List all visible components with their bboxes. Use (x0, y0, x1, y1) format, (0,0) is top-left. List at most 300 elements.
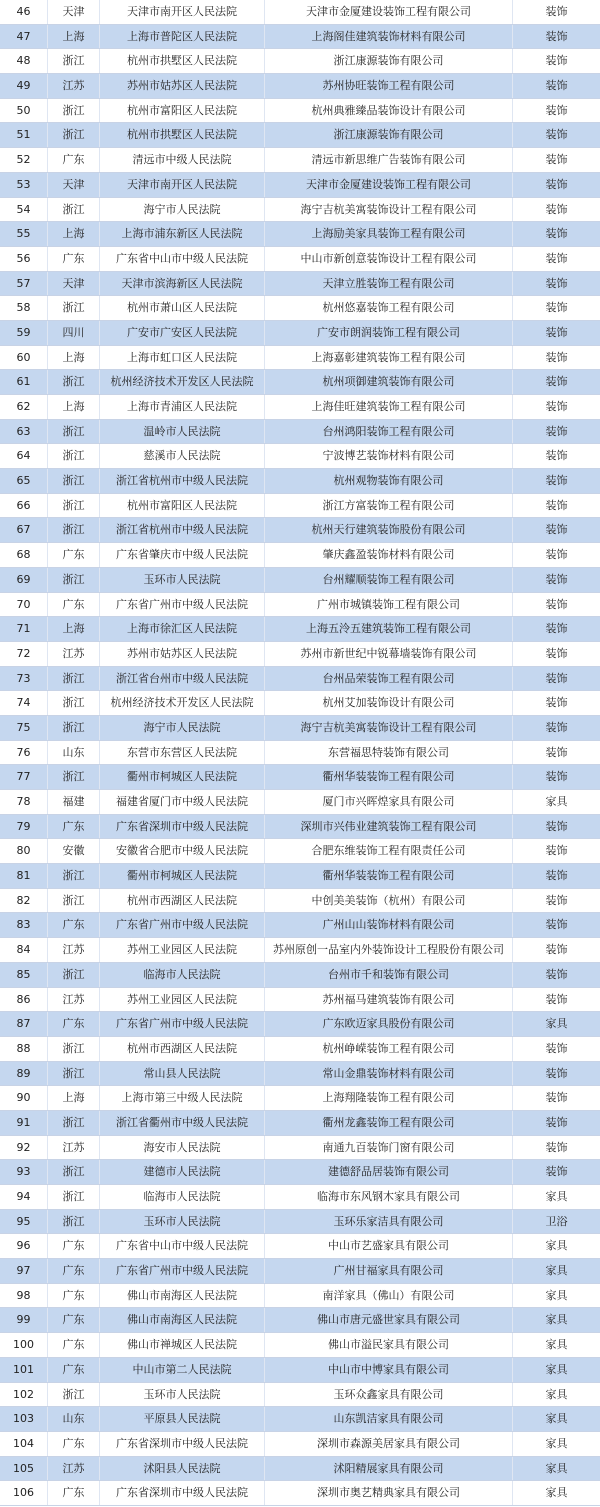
court-cell: 福建省厦门市中级人民法院 (100, 790, 265, 814)
company-cell: 上海阁佳建筑装饰材料有限公司 (265, 25, 513, 49)
province-cell: 浙江 (48, 99, 100, 123)
category-cell: 装饰 (545, 819, 568, 833)
court-cell: 海安市人民法院 (100, 1136, 265, 1160)
province-cell: 天津 (48, 173, 100, 197)
category-cell: 装饰 (545, 597, 568, 611)
court-cell: 上海市第三中级人民法院 (100, 1086, 265, 1110)
court-cell: 玉环市人民法院 (100, 1383, 265, 1407)
table-row (0, 1062, 600, 1087)
company-cell: 杭州峥嵘装饰工程有限公司 (265, 1037, 513, 1061)
table-row (0, 370, 600, 395)
province-cell: 浙江 (48, 963, 100, 987)
table-row (0, 691, 600, 716)
table-row (0, 741, 600, 766)
table-row (0, 543, 600, 568)
table-row (0, 74, 600, 99)
province-cell: 广东 (48, 815, 100, 839)
province-cell: 山东 (48, 1407, 100, 1431)
row-number: 104 (0, 1432, 48, 1456)
table-row (0, 1284, 600, 1309)
province-cell: 江苏 (48, 938, 100, 962)
company-cell: 苏州福马建筑装饰有限公司 (265, 988, 513, 1012)
province-cell: 浙江 (48, 370, 100, 394)
table-row (0, 1111, 600, 1136)
court-cell: 广东省肇庆市中级人民法院 (100, 543, 265, 567)
company-cell: 上海嘉彰建筑装饰工程有限公司 (265, 346, 513, 370)
row-number: 99 (0, 1308, 48, 1332)
row-number: 49 (0, 74, 48, 98)
province-cell: 浙江 (48, 420, 100, 444)
province-cell: 江苏 (48, 642, 100, 666)
category-cell: 装饰 (545, 869, 568, 883)
court-cell: 浙江省衢州市中级人民法院 (100, 1111, 265, 1135)
company-cell: 浙江康源装饰有限公司 (265, 49, 513, 73)
category-cell: 装饰 (545, 1165, 568, 1179)
row-number: 102 (0, 1383, 48, 1407)
category-cell: 装饰 (545, 325, 568, 339)
court-cell: 上海市徐汇区人民法院 (100, 617, 265, 641)
company-cell: 苏州市新世纪中锐幕墙装饰有限公司 (265, 642, 513, 666)
company-cell: 玉环众鑫家具有限公司 (265, 1383, 513, 1407)
table-row (0, 1259, 600, 1284)
category-cell: 装饰 (545, 943, 568, 957)
row-number: 51 (0, 123, 48, 147)
row-number: 83 (0, 913, 48, 937)
province-cell: 浙江 (48, 765, 100, 789)
row-number: 52 (0, 148, 48, 172)
category-cell: 装饰 (545, 1115, 568, 1129)
table-row (0, 123, 600, 148)
row-number: 105 (0, 1457, 48, 1481)
row-number: 103 (0, 1407, 48, 1431)
row-number: 65 (0, 469, 48, 493)
row-number: 98 (0, 1284, 48, 1308)
court-cell: 苏州市姑苏区人民法院 (100, 642, 265, 666)
court-cell: 天津市南开区人民法院 (100, 0, 265, 24)
court-cell: 上海市虹口区人民法院 (100, 346, 265, 370)
table-row (0, 99, 600, 124)
table-row (0, 198, 600, 223)
company-cell: 杭州典雅臻品装饰设计有限公司 (265, 99, 513, 123)
province-cell: 浙江 (48, 49, 100, 73)
province-cell: 浙江 (48, 444, 100, 468)
table-row (0, 1457, 600, 1482)
category-cell: 装饰 (545, 400, 568, 413)
court-cell: 广东省中山市中级人民法院 (100, 247, 265, 271)
category-cell: 装饰 (545, 128, 568, 142)
province-cell: 江苏 (48, 74, 100, 98)
row-number: 85 (0, 963, 48, 987)
province-cell: 浙江 (48, 1185, 100, 1209)
category-cell: 装饰 (545, 992, 568, 1006)
court-cell: 天津市滨海新区人民法院 (100, 272, 265, 296)
table-row (0, 1185, 600, 1210)
company-cell: 厦门市兴晖煌家具有限公司 (265, 790, 513, 814)
row-number: 48 (0, 49, 48, 73)
court-cell: 广东省广州市中级人民法院 (100, 913, 265, 937)
table-row (0, 1481, 600, 1506)
category-cell: 装饰 (545, 276, 568, 290)
court-cell: 上海市浦东新区人民法院 (100, 222, 265, 246)
table-row (0, 321, 600, 346)
province-cell: 广东 (48, 913, 100, 937)
company-cell: 深圳市森源美居家具有限公司 (265, 1432, 513, 1456)
company-cell: 山东凯洁家具有限公司 (265, 1407, 513, 1431)
category-cell: 装饰 (545, 177, 568, 191)
table-row (0, 469, 600, 494)
court-cell: 建德市人民法院 (100, 1160, 265, 1184)
category-cell: 装饰 (545, 449, 568, 463)
province-cell: 江苏 (48, 1457, 100, 1481)
row-number: 67 (0, 518, 48, 542)
category-cell: 装饰 (545, 251, 568, 265)
court-cell: 苏州工业园区人民法院 (100, 938, 265, 962)
province-cell: 广东 (48, 1259, 100, 1283)
row-number: 70 (0, 593, 48, 617)
court-cell: 广东省深圳市中级人民法院 (100, 1432, 265, 1456)
province-cell: 浙江 (48, 1062, 100, 1086)
company-cell: 台州耀顺装饰工程有限公司 (265, 568, 513, 592)
row-number: 86 (0, 988, 48, 1012)
company-cell: 杭州艾加装饰设计有限公司 (265, 691, 513, 715)
province-cell: 广东 (48, 247, 100, 271)
category-cell: 卫浴 (545, 1214, 568, 1228)
row-number: 81 (0, 864, 48, 888)
table-row (0, 49, 600, 74)
category-cell: 装饰 (545, 301, 568, 315)
category-cell: 装饰 (545, 1091, 568, 1105)
court-cell: 浙江省杭州市中级人民法院 (100, 518, 265, 542)
row-number: 90 (0, 1086, 48, 1110)
row-number: 53 (0, 173, 48, 197)
province-cell: 广东 (48, 543, 100, 567)
province-cell: 浙江 (48, 691, 100, 715)
province-cell: 广东 (48, 1333, 100, 1357)
court-cell: 杭州经济技术开发区人民法院 (100, 691, 265, 715)
row-number: 71 (0, 617, 48, 641)
court-cell: 广东省深圳市中级人民法院 (100, 1481, 265, 1505)
company-cell: 中山市新创意装饰设计工程有限公司 (265, 247, 513, 271)
company-cell: 肇庆鑫盈装饰材料有限公司 (265, 543, 513, 567)
category-cell: 装饰 (545, 1041, 568, 1055)
row-number: 50 (0, 99, 48, 123)
province-cell: 四川 (48, 321, 100, 345)
court-cell: 东营市东营区人民法院 (100, 741, 265, 765)
category-cell: 装饰 (545, 967, 568, 981)
court-cell: 衢州市柯城区人民法院 (100, 864, 265, 888)
row-number: 91 (0, 1111, 48, 1135)
court-cell: 杭州市富阳区人民法院 (100, 494, 265, 518)
province-cell: 浙江 (48, 469, 100, 493)
company-cell: 建德舒品居装饰有限公司 (265, 1160, 513, 1184)
row-number: 97 (0, 1259, 48, 1283)
category-cell: 家具 (545, 1313, 568, 1327)
province-cell: 天津 (48, 0, 100, 24)
court-cell: 佛山市南海区人民法院 (100, 1308, 265, 1332)
court-cell: 温岭市人民法院 (100, 420, 265, 444)
province-cell: 广东 (48, 148, 100, 172)
table-row (0, 25, 600, 50)
table-row (0, 444, 600, 469)
table-row (0, 518, 600, 543)
court-cell: 广东省广州市中级人民法院 (100, 1259, 265, 1283)
province-cell: 浙江 (48, 864, 100, 888)
category-cell: 装饰 (545, 350, 568, 364)
row-number: 47 (0, 25, 48, 49)
province-cell: 广东 (48, 1012, 100, 1036)
row-number: 60 (0, 346, 48, 370)
row-number: 95 (0, 1210, 48, 1234)
table-row (0, 864, 600, 889)
category-cell: 装饰 (545, 424, 568, 438)
row-number: 55 (0, 222, 48, 246)
row-number: 64 (0, 444, 48, 468)
company-cell: 天津市金厦建设装饰工程有限公司 (265, 173, 513, 197)
court-cell: 苏州工业园区人民法院 (100, 988, 265, 1012)
row-number: 46 (0, 0, 48, 24)
court-cell: 杭州市拱墅区人民法院 (100, 49, 265, 73)
court-cell: 临海市人民法院 (100, 963, 265, 987)
category-cell: 装饰 (545, 79, 568, 93)
table-row (0, 1160, 600, 1185)
company-cell: 广安市朗润装饰工程有限公司 (265, 321, 513, 345)
court-cell: 清远市中级人民法院 (100, 148, 265, 172)
table-row (0, 0, 600, 25)
category-cell: 装饰 (545, 720, 568, 734)
row-number: 94 (0, 1185, 48, 1209)
table-row (0, 1308, 600, 1333)
category-cell: 装饰 (545, 153, 568, 167)
category-cell: 装饰 (545, 572, 568, 586)
company-cell: 台州市千和装饰有限公司 (265, 963, 513, 987)
court-cell: 玉环市人民法院 (100, 568, 265, 592)
table-row (0, 173, 600, 198)
province-cell: 浙江 (48, 568, 100, 592)
table-row (0, 1012, 600, 1037)
table-row (0, 568, 600, 593)
company-cell: 杭州悠嘉装饰工程有限公司 (265, 296, 513, 320)
company-cell: 玉环乐家洁具有限公司 (265, 1210, 513, 1234)
province-cell: 浙江 (48, 518, 100, 542)
company-cell: 海宁吉杭美寓装饰设计工程有限公司 (265, 716, 513, 740)
province-cell: 上海 (48, 617, 100, 641)
category-cell: 装饰 (545, 918, 568, 932)
company-cell: 杭州观物装饰有限公司 (265, 469, 513, 493)
court-cell: 浙江省台州市中级人民法院 (100, 667, 265, 691)
category-cell: 装饰 (545, 5, 568, 18)
company-cell: 浙江方富装饰工程有限公司 (265, 494, 513, 518)
company-cell: 深圳市兴伟业建筑装饰工程有限公司 (265, 815, 513, 839)
company-cell: 浙江康源装饰有限公司 (265, 123, 513, 147)
category-cell: 家具 (545, 1461, 568, 1475)
court-cell: 沭阳县人民法院 (100, 1457, 265, 1481)
category-cell: 装饰 (545, 498, 568, 512)
province-cell: 江苏 (48, 1136, 100, 1160)
table-row (0, 963, 600, 988)
court-cell: 广东省广州市中级人民法院 (100, 1012, 265, 1036)
province-cell: 山东 (48, 741, 100, 765)
court-cell: 杭州市西湖区人民法院 (100, 1037, 265, 1061)
company-cell: 中山市中博家具有限公司 (265, 1358, 513, 1382)
court-cell: 佛山市南海区人民法院 (100, 1284, 265, 1308)
table-row (0, 716, 600, 741)
category-cell: 装饰 (545, 523, 568, 537)
court-cell: 广东省中山市中级人民法院 (100, 1234, 265, 1258)
table-row (0, 1358, 600, 1383)
row-number: 101 (0, 1358, 48, 1382)
court-cell: 玉环市人民法院 (100, 1210, 265, 1234)
row-number: 77 (0, 765, 48, 789)
row-number: 79 (0, 815, 48, 839)
province-cell: 浙江 (48, 889, 100, 913)
court-cell: 平原县人民法院 (100, 1407, 265, 1431)
company-cell: 临海市东风钢木家具有限公司 (265, 1185, 513, 1209)
table-row (0, 346, 600, 371)
table-row (0, 1383, 600, 1408)
table-row (0, 296, 600, 321)
company-cell: 台州品荣装饰工程有限公司 (265, 667, 513, 691)
table-row (0, 1086, 600, 1111)
company-cell: 广州市城镇装饰工程有限公司 (265, 593, 513, 617)
table-row (0, 272, 600, 297)
category-cell: 装饰 (545, 622, 568, 636)
company-cell: 宁波博艺装饰材料有限公司 (265, 444, 513, 468)
court-cell: 海宁市人民法院 (100, 198, 265, 222)
category-cell: 装饰 (545, 745, 568, 759)
category-cell: 装饰 (545, 375, 568, 389)
province-cell: 浙江 (48, 198, 100, 222)
table-row (0, 1407, 600, 1432)
table-row (0, 247, 600, 272)
table-row (0, 642, 600, 667)
province-cell: 广东 (48, 593, 100, 617)
table-row (0, 593, 600, 618)
table-row (0, 222, 600, 247)
category-cell: 家具 (545, 1288, 568, 1302)
company-cell: 常山金鼎装饰材料有限公司 (265, 1062, 513, 1086)
company-cell: 广州山山装饰材料有限公司 (265, 913, 513, 937)
court-cell: 广东省深圳市中级人民法院 (100, 815, 265, 839)
province-cell: 安徽 (48, 839, 100, 863)
table-row (0, 395, 600, 420)
category-cell: 装饰 (545, 548, 568, 562)
category-cell: 家具 (545, 1338, 568, 1352)
province-cell: 上海 (48, 25, 100, 49)
row-number: 62 (0, 395, 48, 419)
company-cell: 台州鸿阳装饰工程有限公司 (265, 420, 513, 444)
province-cell: 浙江 (48, 1383, 100, 1407)
province-cell: 浙江 (48, 296, 100, 320)
court-cell: 佛山市禅城区人民法院 (100, 1333, 265, 1357)
table-row (0, 938, 600, 963)
court-cell: 衢州市柯城区人民法院 (100, 765, 265, 789)
province-cell: 浙江 (48, 1160, 100, 1184)
court-cell: 中山市第二人民法院 (100, 1358, 265, 1382)
court-cell: 临海市人民法院 (100, 1185, 265, 1209)
category-cell: 装饰 (545, 696, 568, 710)
company-cell: 合肥东维装饰工程有限责任公司 (265, 839, 513, 863)
category-cell: 家具 (545, 795, 568, 808)
category-cell: 家具 (545, 1264, 568, 1278)
company-cell: 衢州龙鑫装饰工程有限公司 (265, 1111, 513, 1135)
category-cell: 家具 (545, 1412, 568, 1426)
row-number: 54 (0, 198, 48, 222)
table-row (0, 420, 600, 445)
row-number: 66 (0, 494, 48, 518)
row-number: 78 (0, 790, 48, 814)
row-number: 56 (0, 247, 48, 271)
province-cell: 福建 (48, 790, 100, 814)
province-cell: 广东 (48, 1358, 100, 1382)
table-row (0, 1210, 600, 1235)
category-cell: 家具 (545, 1436, 568, 1450)
table-row (0, 1333, 600, 1358)
province-cell: 上海 (48, 1086, 100, 1110)
company-cell: 苏州原创一品室内外装饰设计工程股份有限公司 (265, 938, 513, 962)
company-cell: 深圳市奥艺精典家具有限公司 (265, 1481, 513, 1505)
company-cell: 中山市艺盛家具有限公司 (265, 1234, 513, 1258)
category-cell: 装饰 (545, 893, 568, 907)
company-cell: 上海佳旺建筑装饰工程有限公司 (265, 395, 513, 419)
company-cell: 上海翔隆装饰工程有限公司 (265, 1086, 513, 1110)
table-row (0, 765, 600, 790)
table-row (0, 815, 600, 840)
row-number: 106 (0, 1481, 48, 1505)
company-cell: 清远市新思维广告装饰有限公司 (265, 148, 513, 172)
company-cell: 沭阳精展家具有限公司 (265, 1457, 513, 1481)
row-number: 68 (0, 543, 48, 567)
company-cell: 南洋家具（佛山）有限公司 (265, 1284, 513, 1308)
province-cell: 上海 (48, 222, 100, 246)
company-cell: 东营福思特装饰有限公司 (265, 741, 513, 765)
category-cell: 装饰 (545, 1140, 568, 1154)
court-cell: 浙江省杭州市中级人民法院 (100, 469, 265, 493)
province-cell: 浙江 (48, 1037, 100, 1061)
court-cell: 杭州市拱墅区人民法院 (100, 123, 265, 147)
category-cell: 装饰 (545, 227, 568, 241)
company-cell: 天津立胜装饰工程有限公司 (265, 272, 513, 296)
row-number: 87 (0, 1012, 48, 1036)
province-cell: 江苏 (48, 988, 100, 1012)
province-cell: 浙江 (48, 123, 100, 147)
company-cell: 佛山市唐元盛世家具有限公司 (265, 1308, 513, 1332)
company-cell: 上海五泠五建筑装饰工程有限公司 (265, 617, 513, 641)
company-cell: 南通九百装饰门窗有限公司 (265, 1136, 513, 1160)
court-cell: 杭州经济技术开发区人民法院 (100, 370, 265, 394)
company-cell: 杭州天行建筑装饰股份有限公司 (265, 518, 513, 542)
province-cell: 浙江 (48, 494, 100, 518)
category-cell: 家具 (545, 1387, 568, 1401)
court-cell: 杭州市萧山区人民法院 (100, 296, 265, 320)
category-cell: 家具 (545, 1190, 568, 1203)
company-cell: 佛山市溢民家具有限公司 (265, 1333, 513, 1357)
category-cell: 装饰 (545, 474, 568, 488)
table-row (0, 889, 600, 914)
row-number: 69 (0, 568, 48, 592)
table-row (0, 667, 600, 692)
company-cell: 中创美美装饰（杭州）有限公司 (265, 889, 513, 913)
category-cell: 家具 (545, 1362, 568, 1376)
row-number: 63 (0, 420, 48, 444)
row-number: 84 (0, 938, 48, 962)
row-number: 73 (0, 667, 48, 691)
court-cell: 天津市南开区人民法院 (100, 173, 265, 197)
court-cell: 上海市青浦区人民法院 (100, 395, 265, 419)
row-number: 75 (0, 716, 48, 740)
row-number: 61 (0, 370, 48, 394)
court-cell: 广安市广安区人民法院 (100, 321, 265, 345)
row-number: 96 (0, 1234, 48, 1258)
